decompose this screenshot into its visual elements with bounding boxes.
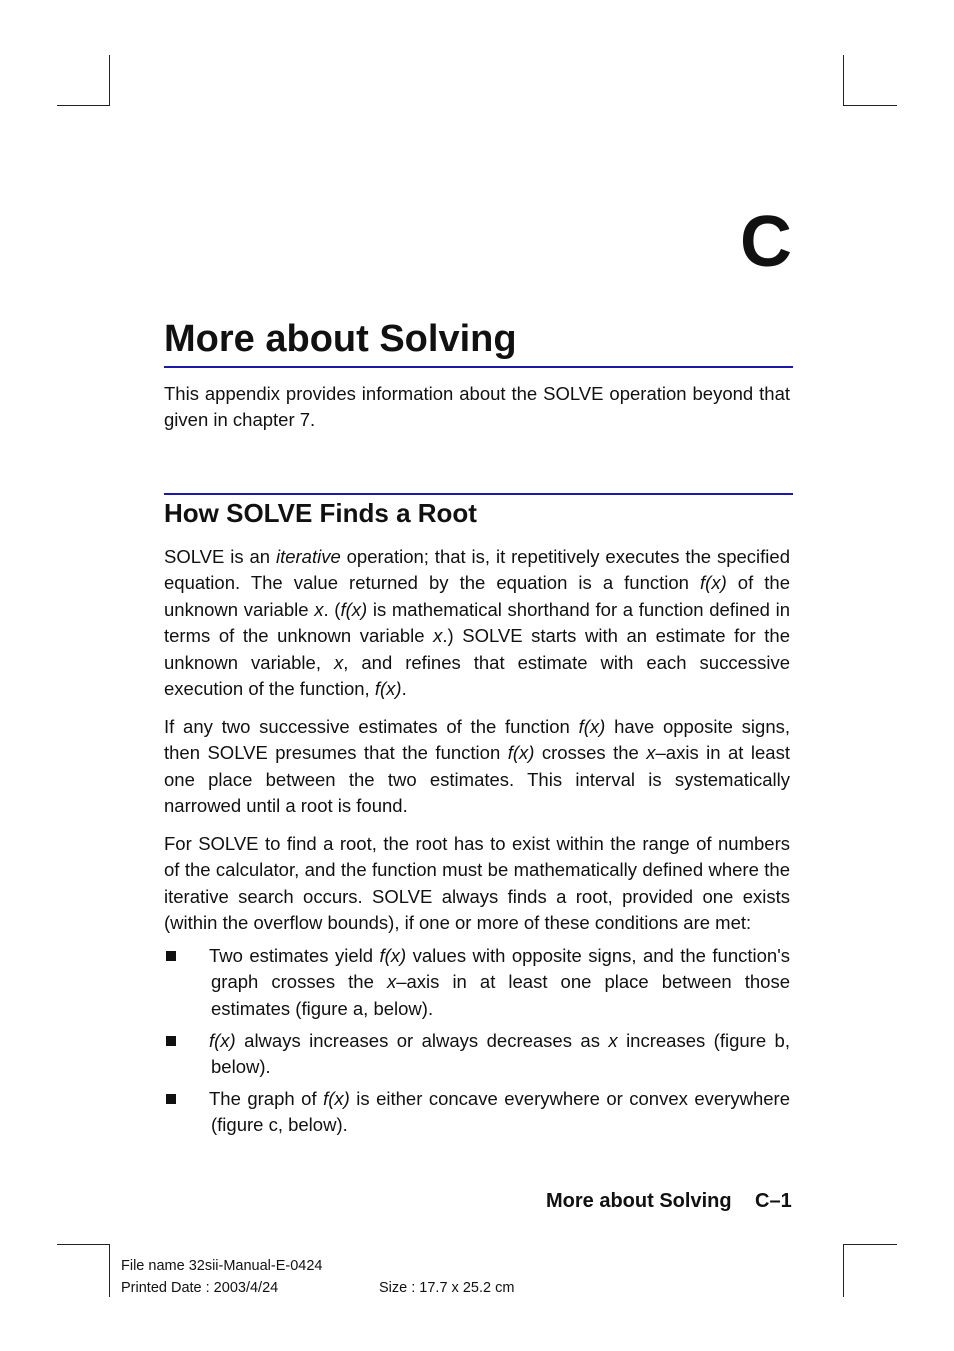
bullet-square-icon: [166, 951, 176, 961]
paragraph-opposite-signs: [164, 714, 790, 820]
p2-text-e: crosses the: [534, 742, 647, 764]
p1-x-3: x: [333, 651, 344, 673]
paragraph-root-conditions: For SOLVE to find a root, the root has to exist within the range of numbers of the calculator, and the function must be mathematically defined where the iterative search occurs. SOLVE always finds a root, provided one exists (within the overflow bounds), if one or more of these conditions are met:: [164, 833, 790, 934]
p1-text-c: operation; that is, it repetitively executes the specified equation. The value returned by the equation is a function: [164, 546, 790, 594]
crop-mark-top-right-horizontal: [843, 105, 897, 106]
list-item-text: f(x) always increases or always decreases as x increases (figure b, below).: [209, 1030, 790, 1078]
list-item: [164, 943, 790, 1022]
chapter-letter: C: [740, 202, 792, 282]
print-size: Size : 17.7 x 25.2 cm: [379, 1280, 515, 1296]
p2-text-a: If any two successive estimates of the function: [164, 716, 579, 737]
p1-text-g: . (: [323, 598, 341, 620]
p1-x-1: x: [314, 598, 324, 620]
bullet-square-icon: [166, 1036, 176, 1046]
print-file-name: File name 32sii-Manual-E-0424: [121, 1258, 323, 1274]
p1-x-2: x: [433, 625, 443, 647]
crop-mark-bottom-left-horizontal: [57, 1244, 110, 1245]
chapter-title: More about Solving: [164, 318, 517, 360]
crop-mark-bottom-left-vertical: [109, 1244, 110, 1297]
p1-fx-1: f(x): [700, 572, 727, 594]
p1-fx-2: f(x): [340, 598, 368, 620]
crop-mark-bottom-right-horizontal: [843, 1244, 897, 1245]
p1-text-o: .: [401, 678, 407, 700]
paragraph-solve-iterative: [164, 544, 790, 702]
running-footer-title: More about Solving: [546, 1190, 732, 1212]
print-date: Printed Date : 2003/4/24: [121, 1280, 279, 1296]
crop-mark-top-right-vertical: [843, 55, 844, 106]
p2-fx-2: f(x): [507, 742, 535, 764]
section-rule: [164, 493, 793, 495]
list-item-text: Two estimates yield f(x) values with opposite signs, and the function's graph crosses the x–axis in at least one place between those estimates (figure a, below).: [209, 945, 790, 1019]
p1-text-m: , and refines that estimate with each successive execution of the function,: [164, 651, 791, 700]
list-item: [164, 1086, 790, 1139]
p1-text-i: is mathematical shorthand for a function defined in terms of the unknown variable: [164, 598, 790, 647]
title-rule: [164, 366, 793, 368]
p2-text-c: have opposite signs, then SOLVE presumes that the function: [164, 716, 790, 764]
crop-mark-top-left-horizontal: [57, 105, 110, 106]
bullet-square-icon: [166, 1094, 176, 1104]
section-heading: How SOLVE Finds a Root: [164, 498, 477, 528]
crop-mark-top-left-vertical: [109, 55, 110, 106]
page-number: C–1: [755, 1190, 792, 1212]
p2-text-g: –axis in at least one place between the two estimates. This interval is systematically narrowed until a root is found.: [164, 742, 790, 817]
list-item: [164, 1028, 790, 1081]
p1-term-iterative: iterative: [275, 546, 341, 567]
p2-x: x: [646, 742, 656, 764]
crop-mark-bottom-right-vertical: [843, 1244, 844, 1297]
p1-text-e: of the unknown variable: [164, 572, 790, 620]
p1-fx-3: f(x): [374, 678, 402, 700]
p2-fx-1: f(x): [578, 716, 606, 737]
list-item-text: The graph of f(x) is either concave everywhere or convex everywhere (figure c, below).: [209, 1088, 790, 1136]
p1-text-a: SOLVE is an: [164, 546, 276, 567]
p1-text-k: .) SOLVE starts with an estimate for the unknown variable,: [164, 625, 790, 673]
intro-paragraph: This appendix provides information about the SOLVE operation beyond that given in chapter 7.: [164, 383, 790, 431]
